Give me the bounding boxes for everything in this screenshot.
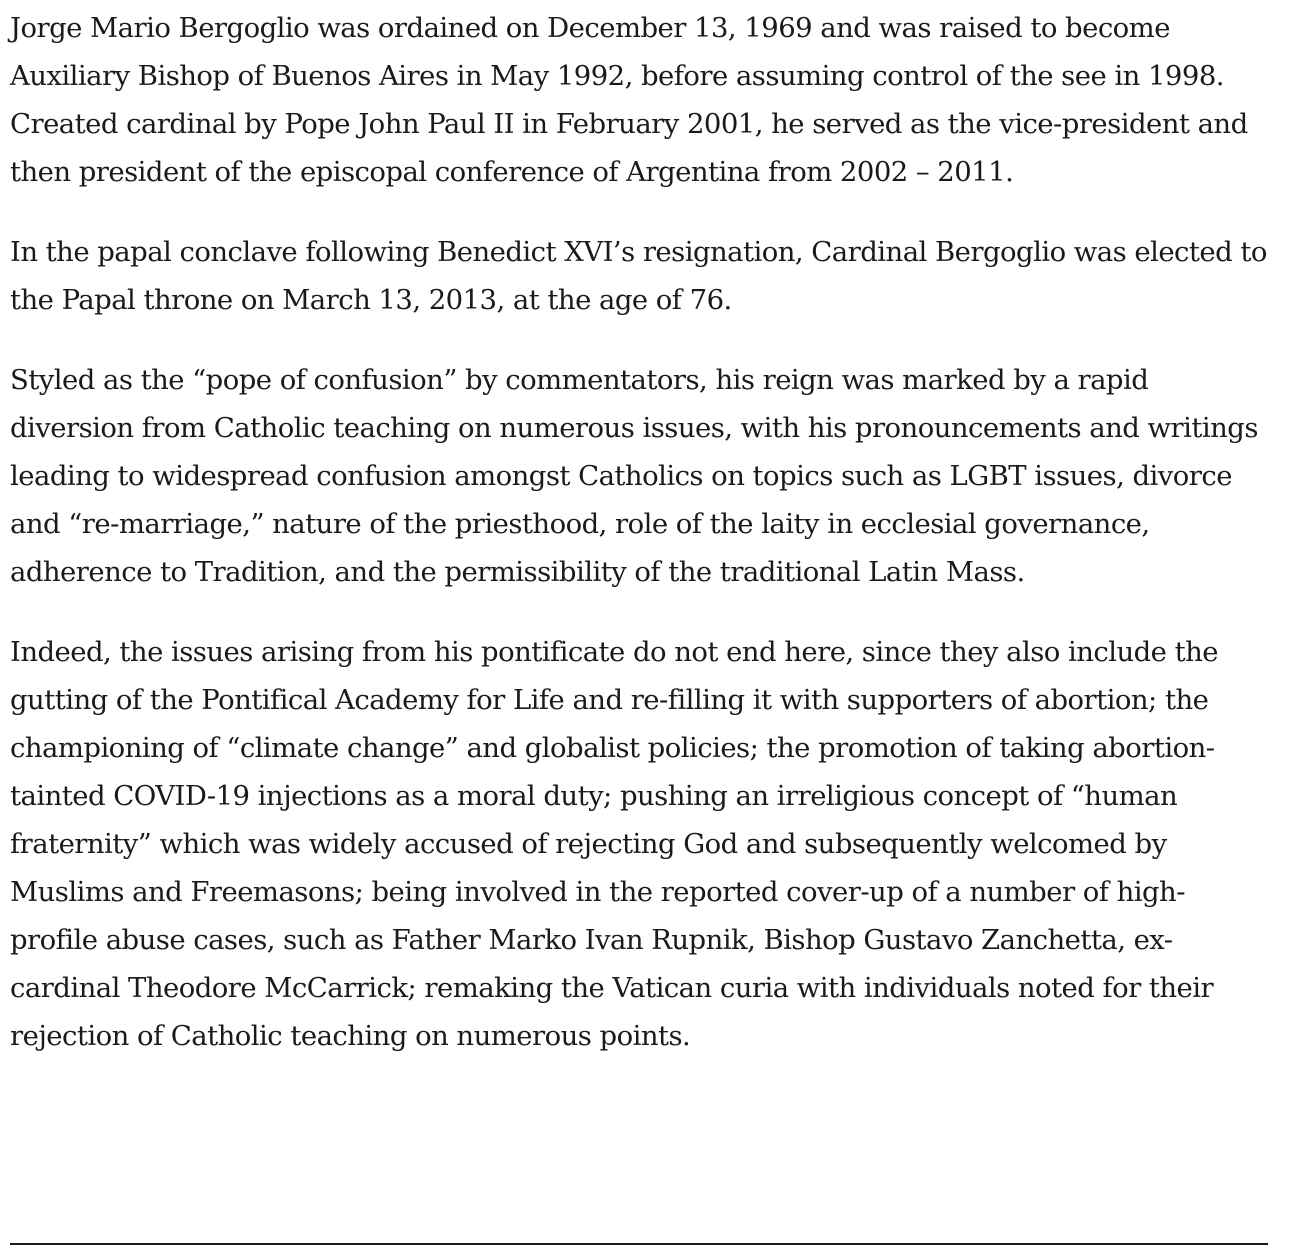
paragraph-reign: Styled as the “pope of confusion” by commentators, his reign was marked by a rapid diversion from Catholic teaching on numerous issues, with his pronouncements and writings leading to widespread confusion amongst Catholics on topics such as LGBT issues, divorce and “re-marriage,” nature of the priesthood, role of the laity in ecclesial governance, adherence to Tradition, and the permissibility of the traditional Latin Mass. (10, 364, 1258, 588)
paragraph-issues: Indeed, the issues arising from his pontificate do not end here, since they also include the gutting of the Pontifical Academy for Life and re-filling it with supporters of abortion; the championing of “climate change” and globalist policies; the promotion of taking abortion-tainted COVID-19 injections as a moral duty; pushing an irreligious concept of “human fraternity” which was widely accused of rejecting God and subsequently welcomed by Muslims and Freemasons; being involved in the reported cover-up of a number of high-profile abuse cases, such as Father Marko Ivan Rupnik, Bishop Gustavo Zanchetta, ex-cardinal Theodore McCarrick; remaking the Vatican curia with individuals noted for their rejection of Catholic teaching on numerous points. (10, 636, 1218, 1052)
paragraph-ordination: Jorge Mario Bergoglio was ordained on December 13, 1969 and was raised to become Auxiliary Bishop of Buenos Aires in May 1992, before assuming control of the see in 1998. Created cardinal by Pope John Paul II in February 2001, he served as the vice-president and then president of the episcopal conference of Argentina from 2002 – 2011. (10, 12, 1248, 188)
article-body (10, 4, 1272, 1092)
horizontal-divider (10, 1243, 1268, 1245)
paragraph-conclave: In the papal conclave following Benedict XVI’s resignation, Cardinal Bergoglio was elected to the Papal throne on March 13, 2013, at the age of 76. (10, 236, 1267, 316)
